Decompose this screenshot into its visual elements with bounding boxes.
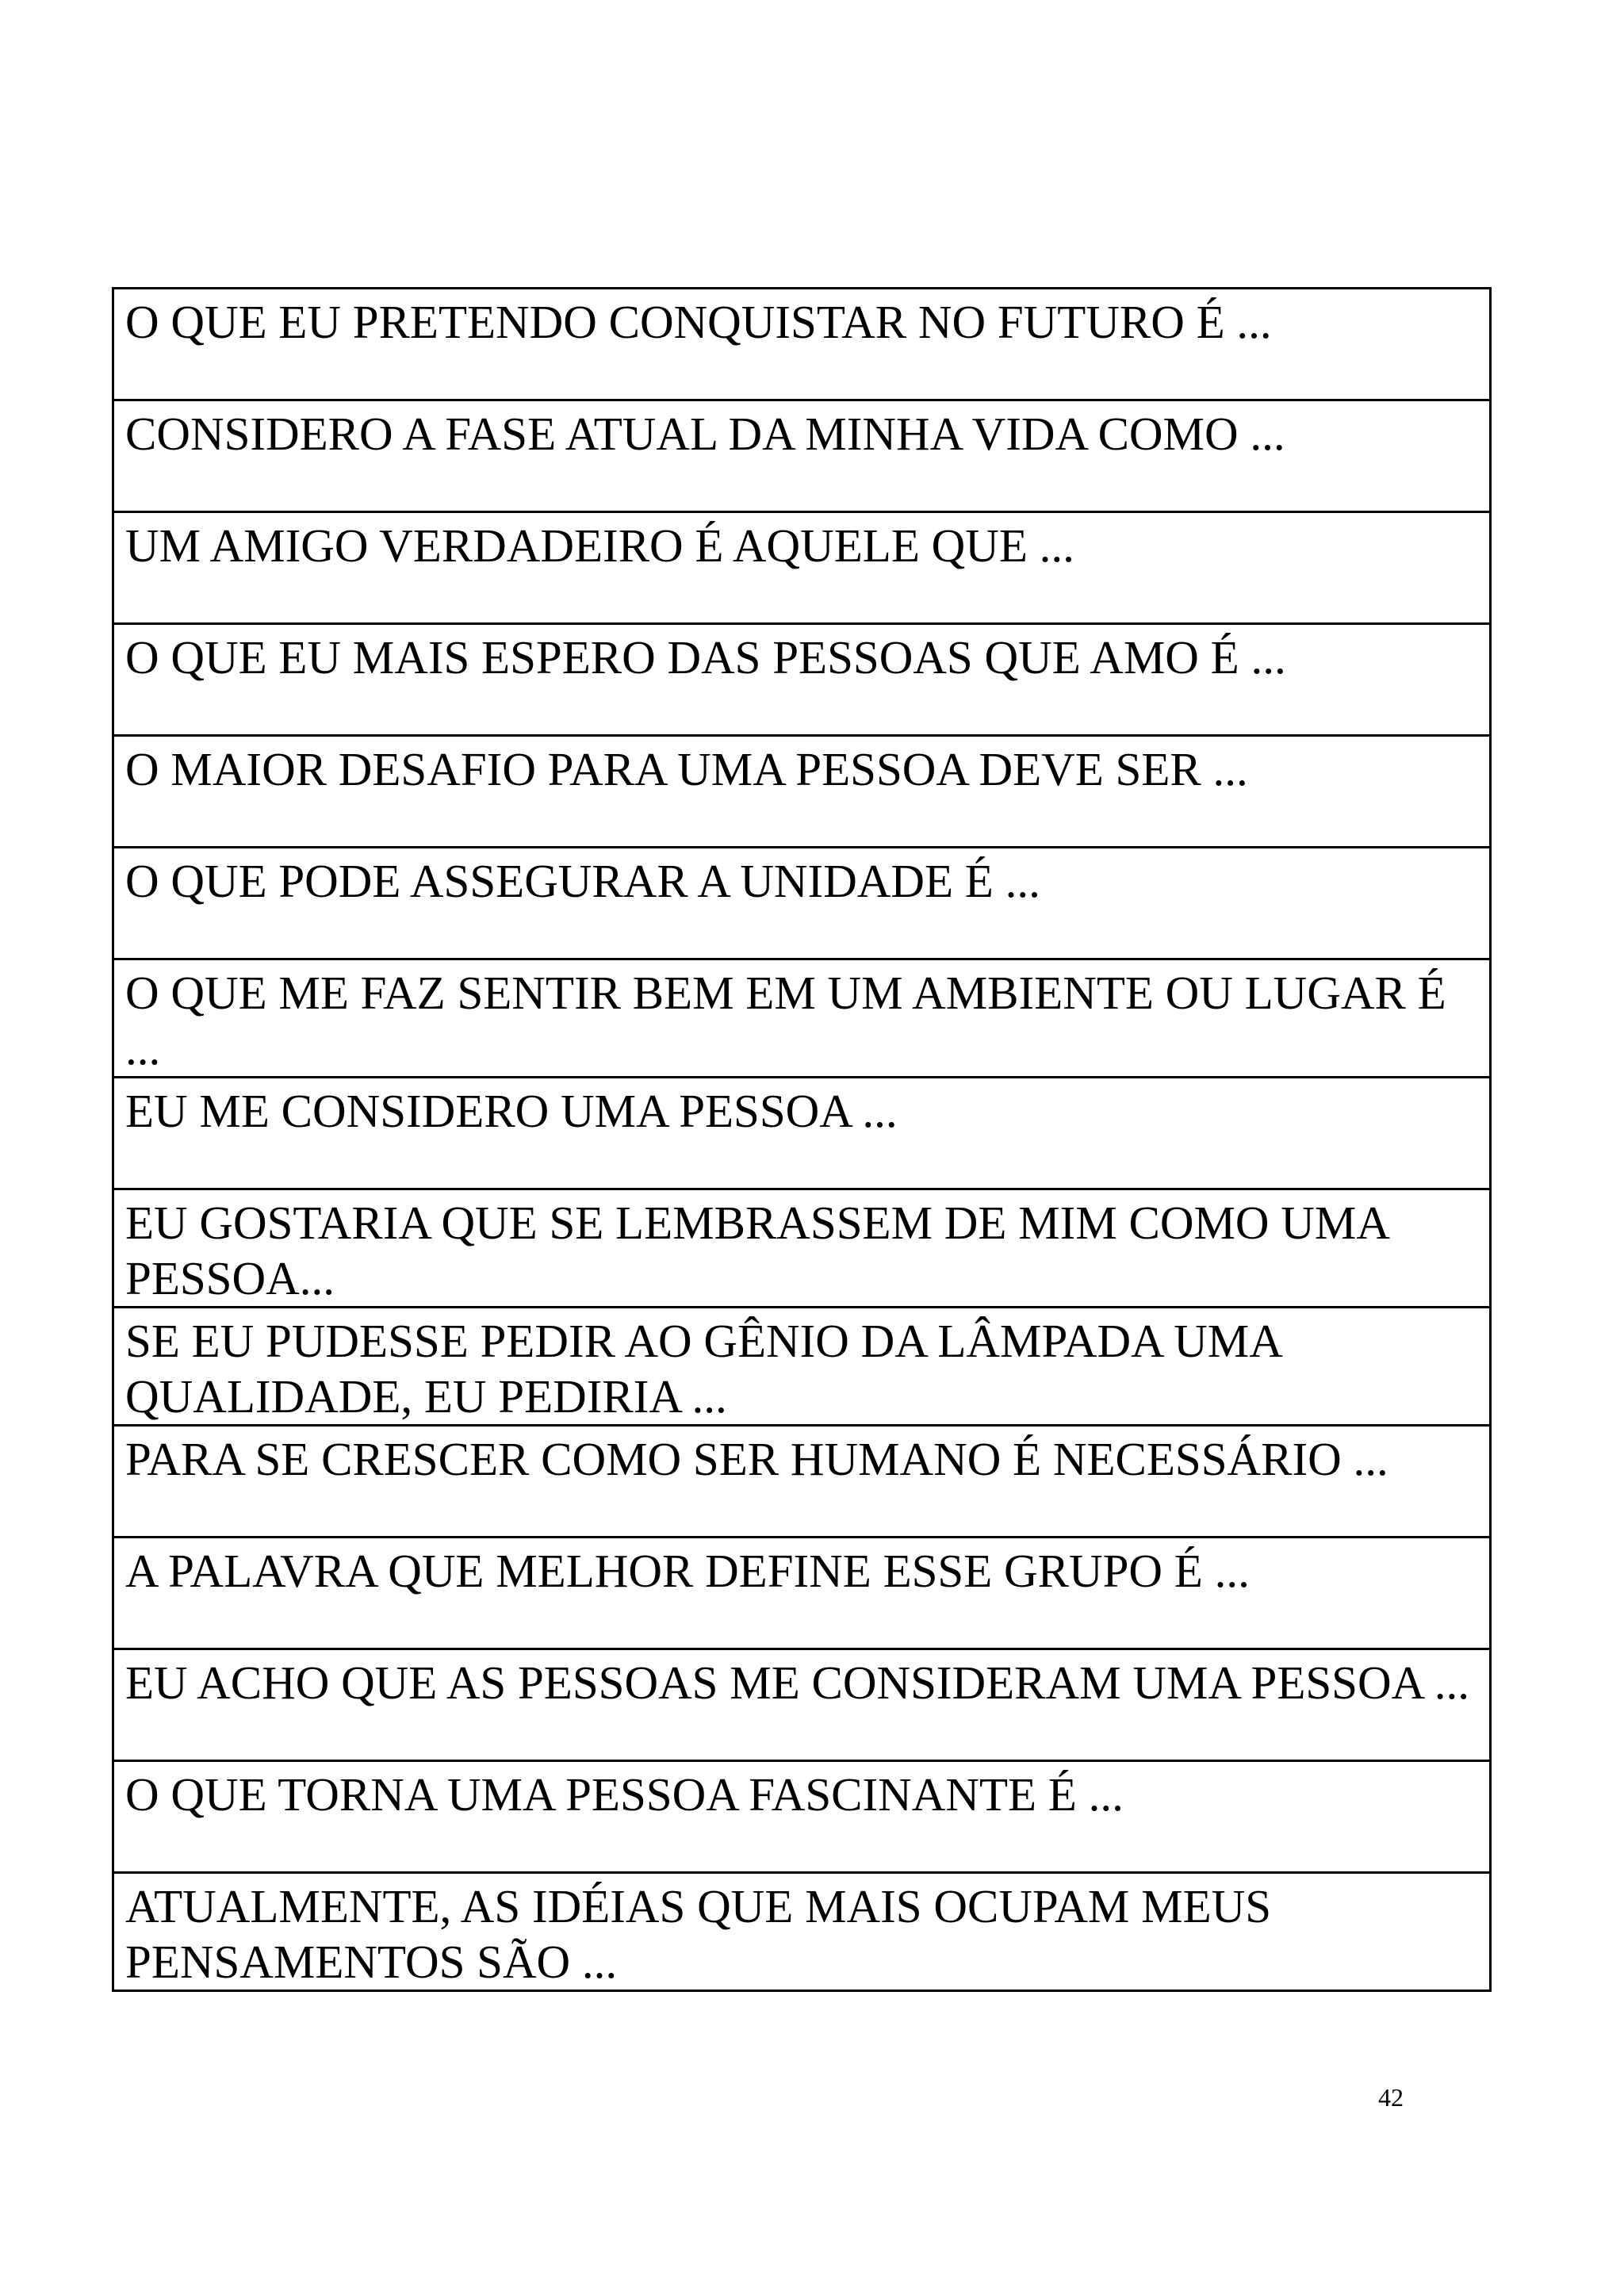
table-row [113, 1873, 1491, 1991]
table-row [113, 1078, 1491, 1189]
table-row [113, 624, 1491, 736]
sentence-cell: O MAIOR DESAFIO PARA UMA PESSOA DEVE SER ... [113, 736, 1491, 848]
table-row [113, 959, 1491, 1078]
sentence-completion-table [112, 287, 1492, 1992]
table-row [113, 512, 1491, 624]
table-row [113, 1538, 1491, 1649]
sentence-cell: PARA SE CRESCER COMO SER HUMANO É NECESSÁRIO ... [113, 1426, 1491, 1538]
page-number: 42 [1378, 2083, 1404, 2112]
table-row [113, 1426, 1491, 1538]
sentence-cell: A PALAVRA QUE MELHOR DEFINE ESSE GRUPO É ... [113, 1538, 1491, 1649]
table-row [113, 848, 1491, 959]
table-row [113, 400, 1491, 512]
table-row [113, 1761, 1491, 1873]
table-row [113, 1308, 1491, 1426]
table-row [113, 289, 1491, 400]
sentence-cell: EU ACHO QUE AS PESSOAS ME CONSIDERAM UMA PESSOA ... [113, 1649, 1491, 1761]
sentence-cell: O QUE ME FAZ SENTIR BEM EM UM AMBIENTE OU LUGAR É ... [113, 959, 1491, 1078]
sentence-cell: O QUE TORNA UMA PESSOA FASCINANTE É ... [113, 1761, 1491, 1873]
sentence-cell: O QUE EU PRETENDO CONQUISTAR NO FUTURO É ... [113, 289, 1491, 400]
table-row [113, 1189, 1491, 1308]
sentence-cell: CONSIDERO A FASE ATUAL DA MINHA VIDA COMO ... [113, 400, 1491, 512]
sentence-cell: ATUALMENTE, AS IDÉIAS QUE MAIS OCUPAM MEUS PENSAMENTOS SÃO ... [113, 1873, 1491, 1991]
sentence-cell: SE EU PUDESSE PEDIR AO GÊNIO DA LÂMPADA UMA QUALIDADE, EU PEDIRIA ... [113, 1308, 1491, 1426]
sentence-cell: EU GOSTARIA QUE SE LEMBRASSEM DE MIM COMO UMA PESSOA... [113, 1189, 1491, 1308]
sentence-cell: EU ME CONSIDERO UMA PESSOA ... [113, 1078, 1491, 1189]
sentence-cell: UM AMIGO VERDADEIRO É AQUELE QUE ... [113, 512, 1491, 624]
sentence-cell: O QUE EU MAIS ESPERO DAS PESSOAS QUE AMO É ... [113, 624, 1491, 736]
sentence-cell: O QUE PODE ASSEGURAR A UNIDADE É ... [113, 848, 1491, 959]
table-row [113, 736, 1491, 848]
table-row [113, 1649, 1491, 1761]
